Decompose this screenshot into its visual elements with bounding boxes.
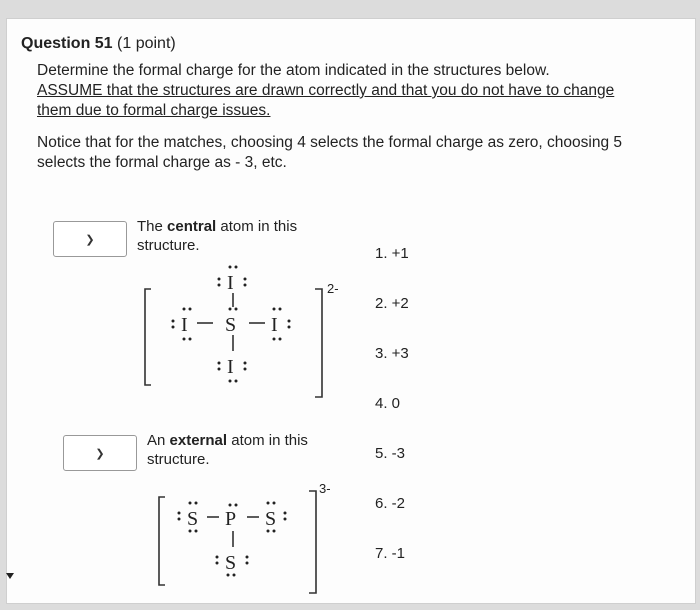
answer-select-2[interactable]	[63, 435, 137, 471]
question-card	[6, 18, 696, 604]
chevron-down-icon: ❯	[95, 447, 105, 460]
chevron-down-icon: ❯	[85, 233, 95, 246]
question-instructions	[37, 61, 677, 121]
lewis-structure-1	[135, 259, 365, 409]
answer-option: 4. 0	[375, 395, 401, 412]
instruction-line: Determine the formal charge for the atom indicated in the structures below.	[37, 62, 550, 79]
answer-option: 1. +1	[375, 245, 409, 262]
question-header	[21, 35, 176, 53]
item-prompt-1: The central atom in this structure.	[137, 218, 298, 254]
item-prompt-2: An external atom in this structure.	[147, 432, 308, 468]
assume-line: ASSUME that the structures are drawn correctly and that you do not have to change	[37, 82, 615, 99]
atom-ligand: I	[227, 356, 234, 378]
atom-ligand: I	[271, 314, 278, 336]
answer-option: 7. -1	[375, 545, 406, 562]
atom-ligand: I	[227, 272, 234, 294]
question-points: (1 point)	[117, 35, 176, 52]
ion-charge: 3-	[319, 481, 331, 496]
atom-center: S	[225, 314, 237, 336]
atom-center: P	[225, 508, 237, 530]
answer-option: 6. -2	[375, 495, 406, 512]
atom-ligand: S	[225, 552, 237, 574]
atom-ligand: S	[265, 508, 277, 530]
ion-charge: 2-	[327, 281, 339, 296]
answer-option: 2. +2	[375, 295, 409, 312]
answer-option: 3. +3	[375, 345, 409, 362]
notice-text: Notice that for the matches, choosing 4 selects the formal charge as zero, choosing 5 selects the formal charge as - 3, etc.	[37, 134, 623, 171]
question-number: Question 51	[21, 35, 113, 52]
lewis-structure-2	[149, 469, 369, 599]
scroll-marker	[6, 573, 14, 579]
answer-select-1[interactable]	[53, 221, 127, 257]
atom-ligand: S	[187, 508, 199, 530]
answer-option: 5. -3	[375, 445, 406, 462]
assume-line: them due to formal charge issues.	[37, 102, 271, 119]
atom-ligand: I	[181, 314, 188, 336]
